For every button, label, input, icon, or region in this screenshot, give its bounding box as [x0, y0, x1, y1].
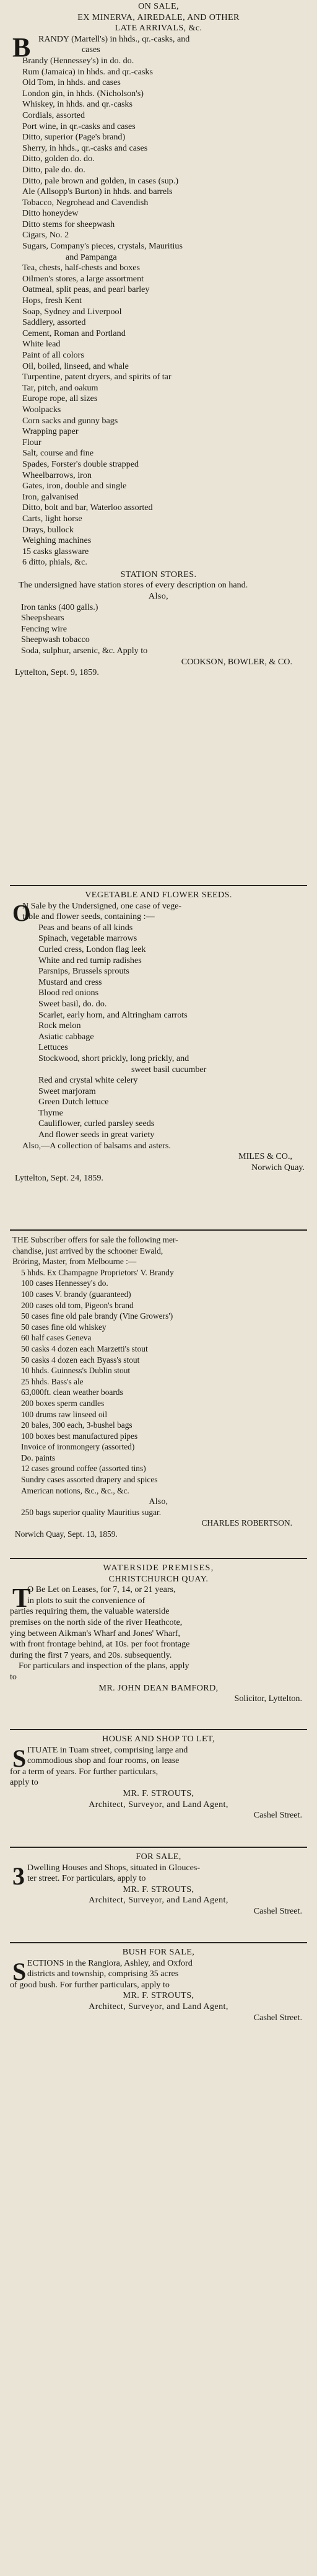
waterside-line: O Be Let on Leases, for 7, 14, or 21 years,: [27, 1585, 176, 1595]
stores-item: Europe rope, all sizes: [22, 393, 98, 404]
stores-item: Port wine, in qr.-casks and cases: [22, 121, 136, 131]
house-advertisement: [10, 1730, 307, 1848]
seed-item: Rock melon: [38, 1021, 81, 1031]
stores-item: Ditto, pale brown and golden, in cases (sup.): [22, 175, 179, 186]
robertson-item: 63,000ft. clean weather boards: [21, 1387, 123, 1397]
stores-item: Corn sacks and gunny bags: [22, 415, 118, 426]
stores-item: Ditto, superior (Page's brand): [22, 132, 126, 143]
robertson-item: 100 boxes best manufactured pipes: [21, 1431, 138, 1441]
forsale-body: [10, 1863, 307, 1884]
robertson-intro-line: Bröring, Master, from Melbourne :—: [12, 1257, 137, 1267]
house-location: Cashel Street.: [253, 1810, 302, 1821]
stores-heading-3: LATE ARRIVALS, &c.: [115, 23, 202, 33]
stores-item: White lead: [22, 339, 61, 349]
robertson-intro: [10, 1234, 307, 1267]
stores-item: Cement, Roman and Portland: [22, 328, 126, 338]
waterside-signature: MR. JOHN DEAN BAMFORD,: [98, 1682, 219, 1693]
robertson-item: 60 half cases Geneva: [21, 1333, 92, 1343]
waterside-drop-cap: T: [12, 1583, 31, 1614]
stores-heading-2: EX MINERVA, AIREDALE, AND OTHER: [77, 12, 240, 22]
robertson-item: 50 cases fine old pale brandy (Vine Growers'): [21, 1311, 173, 1321]
stores-item: Soap, Sydney and Liverpool: [22, 306, 122, 317]
house-line: apply to: [10, 1777, 38, 1788]
stores-dateline: Lyttelton, Sept. 9, 1859.: [15, 667, 99, 678]
bush-line: of good bush. For further particulars, apply to: [10, 1979, 170, 1990]
station-item-list: [10, 602, 307, 657]
robertson-advertisement: [10, 1231, 307, 1559]
waterside-body: [10, 1585, 307, 1682]
seed-item: Scarlet, early horn, and Altringham carrots: [38, 1009, 188, 1020]
house-title: Architect, Surveyor, and Land Agent,: [89, 1799, 228, 1809]
station-also: Also,: [148, 591, 169, 602]
seed-item: Green Dutch lettuce: [38, 1097, 109, 1107]
seeds-location: Norwich Quay.: [251, 1162, 305, 1172]
stores-item: Cordials, assorted: [22, 110, 85, 120]
stores-heading-1: ON SALE,: [138, 1, 179, 11]
stores-item: Drays, bullock: [22, 524, 74, 535]
waterside-advertisement: [10, 1559, 307, 1730]
stores-item: Ditto honeydew: [22, 208, 79, 219]
robertson-also: Also,: [149, 1497, 168, 1506]
robertson-item: 200 boxes sperm candles: [21, 1398, 105, 1408]
house-body: [10, 1745, 307, 1788]
stores-item: Sugars, Company's pieces, crystals, Mauritius: [22, 241, 183, 252]
bush-line: districts and township, comprising 35 acres: [27, 1969, 179, 1979]
stores-item: cases: [82, 45, 100, 55]
stores-item: Weighing machines: [22, 535, 92, 546]
station-stores-heading: STATION STORES.: [120, 569, 197, 579]
stores-signature: COOKSON, BOWLER, & CO.: [181, 656, 292, 667]
waterside-line: For particulars and inspection of the plans, apply: [19, 1661, 189, 1671]
stores-item: Saddlery, assorted: [22, 317, 86, 328]
seeds-intro-line-1: N Sale by the Undersigned, one case of vege-: [22, 900, 182, 911]
robertson-item: 20 bales, 300 each, 3-bushel bags: [21, 1420, 132, 1430]
forsale-heading: FOR SALE,: [136, 1852, 181, 1862]
seeds-advertisement: [10, 886, 307, 1231]
stores-item: Ditto stems for sheepwash: [22, 219, 115, 229]
stores-item: 6 ditto, phials, &c.: [22, 557, 87, 568]
stores-item: Tobacco, Negrohead and Cavendish: [22, 197, 149, 208]
robertson-item: American notions, &c., &c., &c.: [21, 1485, 129, 1495]
forsale-title: Architect, Surveyor, and Land Agent,: [89, 1895, 228, 1906]
waterside-line: in plots to suit the convenience of: [27, 1595, 145, 1606]
stores-item: Oil, boiled, linseed, and whale: [22, 361, 129, 371]
stores-item: Oilmen's stores, a large assortment: [22, 273, 144, 284]
stores-item: Oatmeal, split peas, and pearl barley: [22, 284, 150, 295]
stores-item: Whiskey, in hhds. and qr.-casks: [22, 99, 132, 110]
robertson-item: 12 cases ground coffee (assorted tins): [21, 1464, 146, 1474]
robertson-signature: CHARLES ROBERTSON.: [201, 1518, 292, 1528]
stores-item: Salt, course and fine: [22, 448, 94, 459]
stores-item: Sherry, in hhds., qr.-casks and cases: [22, 143, 148, 153]
stores-item: Ditto, golden do. do.: [22, 154, 95, 164]
seeds-dateline: Lyttelton, Sept. 24, 1859.: [15, 1173, 103, 1184]
robertson-item: Do. paints: [21, 1453, 56, 1462]
waterside-heading-2: CHRISTCHURCH QUAY.: [108, 1573, 209, 1584]
bush-advertisement: [10, 1943, 307, 2055]
robertson-item: 100 drums raw linseed oil: [21, 1409, 108, 1419]
forsale-drop-numeral: 3: [12, 1862, 25, 1890]
waterside-heading-1: WATERSIDE PREMISES,: [103, 1563, 214, 1573]
stores-advertisement: [10, 1, 307, 886]
robertson-also-line: 250 bags superior quality Mauritius sugar.: [21, 1507, 162, 1517]
station-stores-intro: The undersigned have station stores of every description on hand.: [19, 580, 248, 591]
waterside-line: with front frontage behind, at 10s. per foot frontage: [10, 1639, 190, 1650]
seeds-item-list: [10, 923, 307, 1141]
station-item: Soda, sulphur, arsenic, &c. Apply to: [21, 646, 148, 656]
stores-item: Carts, light horse: [22, 513, 82, 524]
robertson-item: 5 hhds. Ex Champagne Proprietors' V. Brandy: [21, 1267, 174, 1277]
house-line: ITUATE in Tuam street, comprising large and: [27, 1744, 188, 1755]
robertson-item: 50 cases fine old whiskey: [21, 1322, 106, 1332]
stores-item: Wrapping paper: [22, 426, 79, 437]
stores-item-list: [10, 34, 307, 568]
station-item: Sheepshears: [21, 613, 64, 623]
seed-item: Cauliflower, curled parsley seeds: [38, 1119, 155, 1129]
seed-item: Parsnips, Brussels sprouts: [38, 966, 129, 977]
bush-body: [10, 1958, 307, 1991]
seeds-intro-line-2: table and flower seeds, containing :—: [22, 912, 155, 922]
stores-item: Cigars, No. 2: [22, 230, 69, 240]
seed-item: Spinach, vegetable marrows: [38, 933, 137, 944]
seed-item: Stockwood, short prickly, long prickly, and: [38, 1053, 189, 1063]
seed-item: Peas and beans of all kinds: [38, 922, 133, 933]
station-item: Fencing wire: [21, 623, 67, 634]
seed-item: Lettuces: [38, 1042, 68, 1053]
house-signature: MR. F. STROUTS,: [123, 1788, 194, 1798]
robertson-item: Invoice of ironmongery (assorted): [21, 1442, 135, 1452]
stores-item: Tar, pitch, and oakum: [22, 382, 98, 393]
stores-item: Paint of all colors: [22, 350, 84, 360]
seed-item: Thyme: [38, 1107, 63, 1118]
robertson-dateline: Norwich Quay, Sept. 13, 1859.: [15, 1529, 118, 1539]
seed-item: sweet basil cucumber: [131, 1064, 207, 1075]
bush-heading: BUSH FOR SALE,: [122, 1947, 195, 1957]
robertson-intro-line: chandise, just arrived by the schooner Ewald,: [12, 1246, 163, 1255]
stores-item: Flour: [22, 437, 41, 447]
bush-signature: MR. F. STROUTS,: [123, 1990, 194, 2001]
stores-item: Hops, fresh Kent: [22, 296, 82, 306]
stores-item: Iron, galvanised: [22, 491, 79, 502]
seed-item: And flower seeds in great variety: [38, 1130, 155, 1140]
bush-location: Cashel Street.: [253, 2012, 302, 2023]
forsale-line: Dwelling Houses and Shops, situated in Glouces-: [27, 1862, 201, 1873]
bush-drop-cap: S: [12, 1957, 27, 1985]
seed-item: Sweet basil, do. do.: [38, 998, 107, 1009]
robertson-item: 100 cases V. brandy (guaranteed): [21, 1289, 131, 1299]
stores-item: London gin, in hhds. (Nicholson's): [22, 88, 144, 99]
stores-item: Ale (Allsopp's Burton) in hhds. and barrels: [22, 187, 173, 197]
stores-item: Gates, iron, double and single: [22, 481, 127, 491]
stores-item: Wheelbarrows, iron: [22, 470, 92, 480]
station-item: Sheepwash tobacco: [21, 635, 90, 645]
seed-item: White and red turnip radishes: [38, 955, 142, 965]
advertisement-column: [10, 1, 307, 2055]
seed-item: Sweet marjoram: [38, 1086, 96, 1096]
robertson-item: 200 cases old tom, Pigeon's brand: [21, 1300, 134, 1310]
waterside-line: during the first 7 years, and 20s. subsequently.: [10, 1650, 172, 1660]
seed-item: Red and crystal white celery: [38, 1075, 138, 1086]
forsale-signature: MR. F. STROUTS,: [123, 1884, 194, 1894]
seed-item: Asiatic cabbage: [38, 1031, 94, 1042]
forsale-advertisement: [10, 1848, 307, 1943]
stores-item: Turpentine, patent dryers, and spirits of tar: [22, 372, 172, 382]
robertson-item: 50 casks 4 dozen each Byass's stout: [21, 1355, 140, 1365]
stores-item: 15 casks glassware: [22, 546, 89, 556]
house-drop-cap: S: [12, 1744, 27, 1772]
waterside-line: ying between Aikman's Wharf and Jones' Wharf,: [10, 1628, 181, 1638]
robertson-item: 25 hhds. Bass's ale: [21, 1376, 84, 1386]
stores-item: and Pampanga: [66, 252, 117, 262]
seeds-also-line: Also,—A collection of balsams and asters.: [22, 1140, 171, 1151]
station-item: Iron tanks (400 galls.): [21, 602, 98, 612]
waterside-title: Solicitor, Lyttelton.: [234, 1694, 302, 1704]
seeds-drop-cap: O: [12, 900, 31, 926]
waterside-line: to: [10, 1671, 17, 1682]
robertson-item: Sundry cases assorted drapery and spices: [21, 1475, 158, 1485]
seed-item: Blood red onions: [38, 988, 99, 998]
house-line: for a term of years. For further particulars,: [10, 1766, 158, 1777]
robertson-intro-line: THE Subscriber offers for sale the following mer-: [12, 1235, 178, 1244]
forsale-line: ter street. For particulars, apply to: [27, 1873, 146, 1884]
stores-item: Spades, Forster's double strapped: [22, 459, 139, 469]
stores-item: RANDY (Martell's) in hhds., qr.-casks, and: [38, 33, 190, 44]
forsale-location: Cashel Street.: [253, 1906, 302, 1916]
stores-item: Ditto, bolt and bar, Waterloo assorted: [22, 503, 153, 513]
stores-item: Rum (Jamaica) in hhds. and qr.-casks: [22, 66, 153, 77]
robertson-item: 10 hhds. Guinness's Dublin stout: [21, 1366, 131, 1376]
bush-line: ECTIONS in the Rangiora, Ashley, and Oxford: [27, 1958, 193, 1968]
stores-item: Old Tom, in hhds. and cases: [22, 77, 121, 88]
seeds-signature: MILES & CO.,: [238, 1151, 292, 1162]
robertson-item-list: [10, 1267, 307, 1496]
stores-item: Ditto, pale do. do.: [22, 164, 85, 175]
seed-item: Mustard and cress: [38, 977, 102, 987]
house-heading: HOUSE AND SHOP TO LET,: [102, 1734, 215, 1744]
stores-item: Brandy (Hennessey's) in do. do.: [22, 55, 134, 66]
seeds-heading: VEGETABLE AND FLOWER SEEDS.: [85, 890, 232, 900]
seed-item: Curled cress, London flag leek: [38, 944, 146, 954]
stores-item: Woolpacks: [22, 404, 61, 415]
robertson-item: 50 casks 4 dozen each Marzetti's stout: [21, 1343, 148, 1353]
house-line: commodious shop and four rooms, on lease: [27, 1756, 180, 1766]
robertson-item: 100 cases Hennessey's do.: [21, 1278, 108, 1288]
stores-item: Tea, chests, half-chests and boxes: [22, 263, 140, 273]
waterside-line: parties requiring them, the valuable waterside: [10, 1606, 170, 1617]
waterside-line: premises on the north side of the river Heathcote,: [10, 1617, 183, 1627]
stores-drop-cap: B: [12, 32, 31, 63]
bush-title: Architect, Surveyor, and Land Agent,: [89, 2001, 228, 2011]
